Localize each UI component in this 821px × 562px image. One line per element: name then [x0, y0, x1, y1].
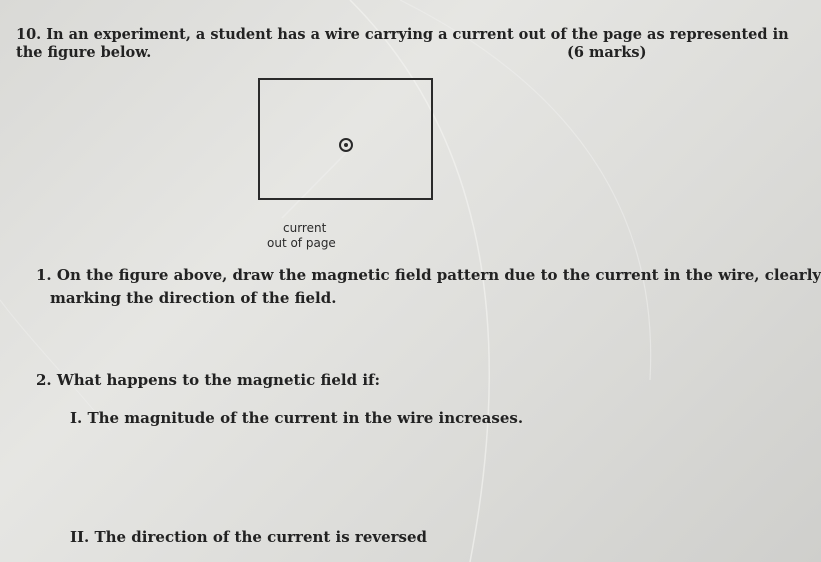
- question-text-line1: 10. In an experiment, a student has a wire carrying a current out of the page as represented in: [16, 26, 789, 43]
- figure-label-out-of-page: out of page: [267, 236, 336, 250]
- subquestion-1-line2: marking the direction of the field.: [50, 289, 337, 307]
- subquestion-2-ii: II. The direction of the current is reversed: [70, 528, 428, 546]
- marks-label: (6 marks): [567, 44, 647, 61]
- figure-label-current: current: [283, 221, 327, 235]
- current-out-of-page-dot-icon: [339, 138, 353, 152]
- subquestion-2: 2. What happens to the magnetic field if:: [36, 371, 381, 389]
- subquestion-2-i: I. The magnitude of the current in the wire increases.: [70, 409, 524, 427]
- question-text-line2: the figure below.: [16, 44, 152, 61]
- subquestion-1-line1: 1. On the figure above, draw the magnetic field pattern due to the current in the wire, clearly: [36, 266, 821, 284]
